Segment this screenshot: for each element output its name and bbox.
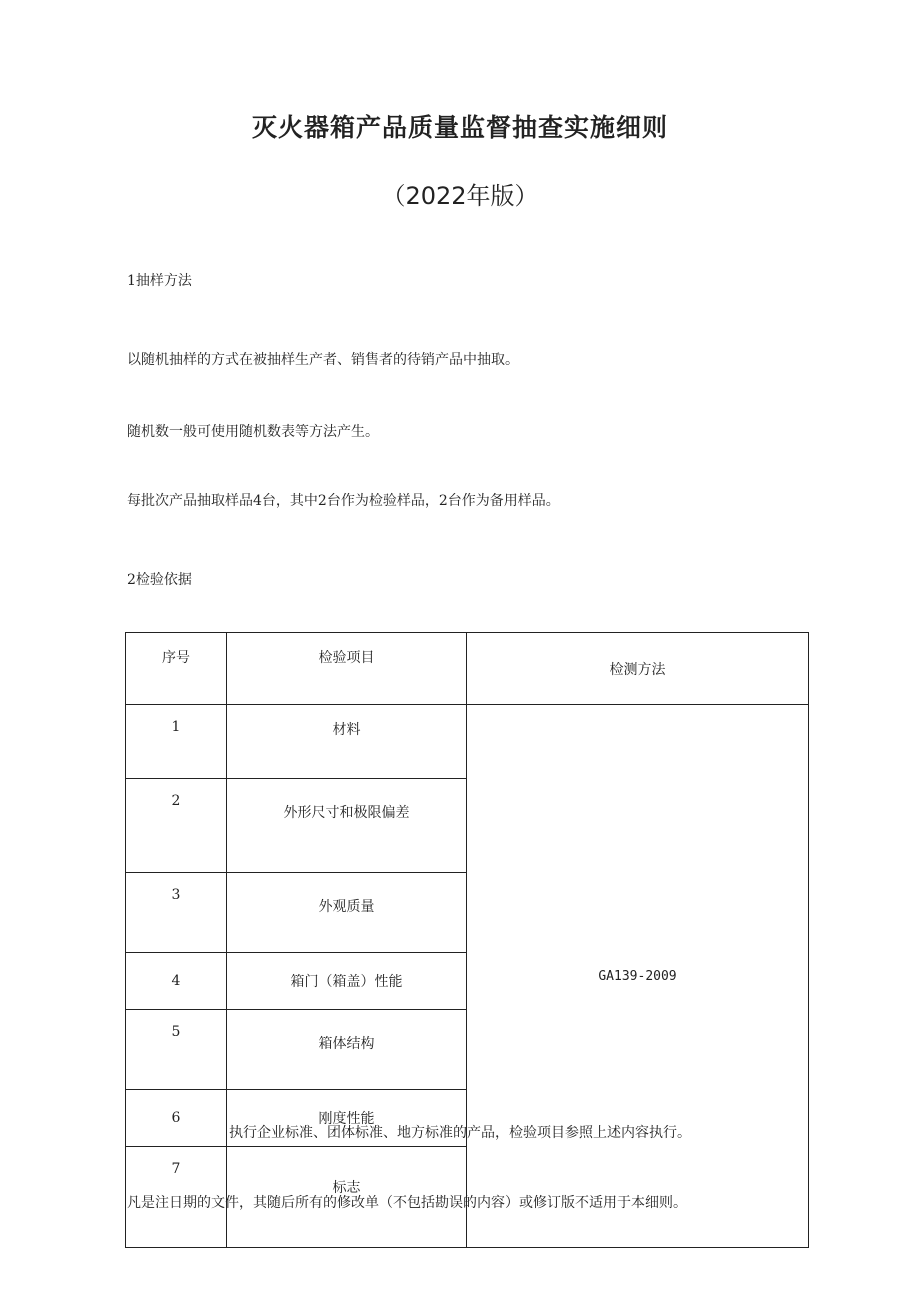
section-heading-sampling: 1抽样方法 bbox=[127, 273, 192, 289]
header-cell-method: 检测方法 bbox=[467, 633, 809, 705]
header-cell-item: 检验项目 bbox=[227, 633, 467, 705]
document-subtitle: （2022年版） bbox=[381, 182, 539, 210]
row-item: 箱门（箱盖）性能 bbox=[227, 953, 467, 1010]
row-number: 2 bbox=[126, 779, 227, 873]
row-number: 5 bbox=[126, 1010, 227, 1090]
table-row bbox=[126, 705, 809, 779]
row-number: 7 bbox=[126, 1147, 227, 1248]
row-item: 外形尺寸和极限偏差 bbox=[227, 779, 467, 873]
method-cell: GA139-2009 bbox=[467, 705, 809, 1248]
row-item: 标志 bbox=[227, 1147, 467, 1248]
row-number: 6 bbox=[126, 1090, 227, 1147]
table-header-row bbox=[126, 633, 809, 705]
row-number: 1 bbox=[126, 705, 227, 779]
row-number: 3 bbox=[126, 873, 227, 953]
paragraph-sampling-method: 以随机抽样的方式在被抽样生产者、销售者的待销产品中抽取。 bbox=[127, 352, 519, 368]
row-item: 箱体结构 bbox=[227, 1010, 467, 1090]
inspection-table bbox=[125, 632, 809, 1248]
paragraph-random-number: 随机数一般可使用随机数表等方法产生。 bbox=[127, 424, 379, 440]
header-cell-no: 序号 bbox=[126, 633, 227, 705]
section-heading-inspection-basis: 2检验依据 bbox=[127, 572, 192, 588]
row-item: 刚度性能 bbox=[227, 1090, 467, 1147]
row-number: 4 bbox=[126, 953, 227, 1010]
note-dated-references: 凡是注日期的文件，其随后所有的修改单（不包括勘误的内容）或修订版不适用于本细则。 bbox=[127, 1195, 687, 1211]
row-item: 外观质量 bbox=[227, 873, 467, 953]
document-title: 灭火器箱产品质量监督抽查实施细则 bbox=[251, 113, 668, 142]
note-applicable-standards: 执行企业标准、团体标准、地方标准的产品，检验项目参照上述内容执行。 bbox=[229, 1125, 691, 1141]
row-item: 材料 bbox=[227, 705, 467, 779]
paragraph-sample-quantity: 每批次产品抽取样品4台，其中2台作为检验样品，2台作为备用样品。 bbox=[127, 493, 560, 509]
